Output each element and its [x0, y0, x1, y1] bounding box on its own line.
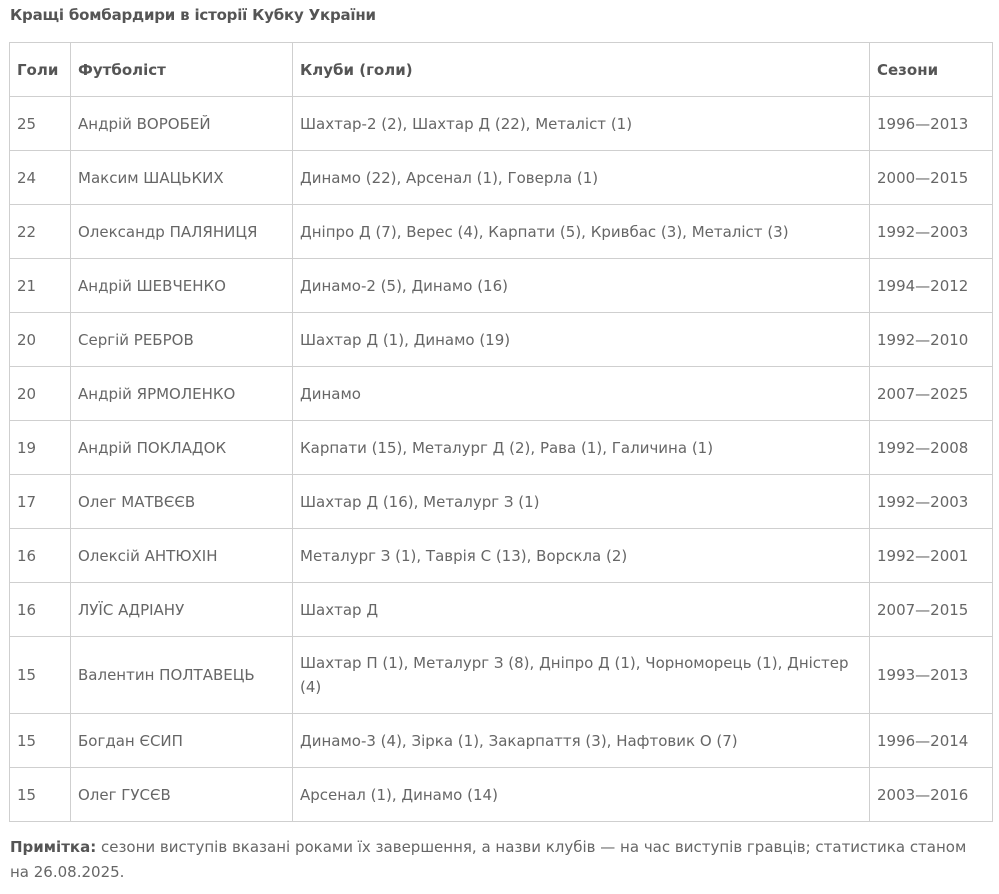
- cell-player: ЛУЇС АДРІАНУ: [71, 583, 293, 637]
- cell-seasons: 1996—2013: [870, 97, 993, 151]
- table-row: [10, 313, 993, 367]
- cell-clubs: Динамо: [293, 367, 870, 421]
- cell-player: Максим ШАЦЬКИХ: [71, 151, 293, 205]
- cell-goals: 17: [10, 475, 71, 529]
- cell-clubs: Шахтар Д (1), Динамо (19): [293, 313, 870, 367]
- cell-player: Олег МАТВЄЄВ: [71, 475, 293, 529]
- cell-seasons: 1992—2003: [870, 205, 993, 259]
- cell-clubs: Динамо-3 (4), Зірка (1), Закарпаття (3), Нафтовик О (7): [293, 714, 870, 768]
- cell-seasons: 2003—2016: [870, 768, 993, 822]
- cell-clubs: Дніпро Д (7), Верес (4), Карпати (5), Кривбас (3), Металіст (3): [293, 205, 870, 259]
- cell-clubs: Динамо-2 (5), Динамо (16): [293, 259, 870, 313]
- cell-clubs: Динамо (22), Арсенал (1), Говерла (1): [293, 151, 870, 205]
- table-row: [10, 205, 993, 259]
- table-row: [10, 714, 993, 768]
- cell-goals: 20: [10, 367, 71, 421]
- cell-player: Олег ГУСЄВ: [71, 768, 293, 822]
- cell-player: Валентин ПОЛТАВЕЦЬ: [71, 637, 293, 714]
- cell-clubs: Металург З (1), Таврія С (13), Ворскла (2): [293, 529, 870, 583]
- cell-goals: 25: [10, 97, 71, 151]
- cell-goals: 20: [10, 313, 71, 367]
- table-caption: Кращі бомбардири в історії Кубку України: [10, 6, 376, 24]
- cell-player: Андрій ЯРМОЛЕНКО: [71, 367, 293, 421]
- cell-goals: 21: [10, 259, 71, 313]
- table-footnote: [10, 835, 985, 885]
- table-row: [10, 367, 993, 421]
- table-row: [10, 97, 993, 151]
- cell-goals: 19: [10, 421, 71, 475]
- cell-goals: 16: [10, 529, 71, 583]
- cell-clubs: Шахтар Д (16), Металург З (1): [293, 475, 870, 529]
- table-row: [10, 475, 993, 529]
- header-player: Футболіст: [71, 43, 293, 97]
- cell-seasons: 1992—2003: [870, 475, 993, 529]
- cell-clubs: Карпати (15), Металург Д (2), Рава (1), Галичина (1): [293, 421, 870, 475]
- cell-player: Сергій РЕБРОВ: [71, 313, 293, 367]
- cell-clubs: Шахтар-2 (2), Шахтар Д (22), Металіст (1): [293, 97, 870, 151]
- cell-seasons: 2007—2025: [870, 367, 993, 421]
- table-row: [10, 768, 993, 822]
- cell-player: Андрій ШЕВЧЕНКО: [71, 259, 293, 313]
- cell-player: Андрій ПОКЛАДОК: [71, 421, 293, 475]
- cell-goals: 24: [10, 151, 71, 205]
- cell-goals: 15: [10, 768, 71, 822]
- cell-player: Олександр ПАЛЯНИЦЯ: [71, 205, 293, 259]
- cell-seasons: 1992—2008: [870, 421, 993, 475]
- cell-player: Андрій ВОРОБЕЙ: [71, 97, 293, 151]
- table-row: [10, 259, 993, 313]
- table-row: [10, 151, 993, 205]
- table-header-row: [10, 43, 993, 97]
- footnote-label: Примітка:: [10, 838, 97, 856]
- cell-goals: 22: [10, 205, 71, 259]
- header-clubs: Клуби (голи): [293, 43, 870, 97]
- cell-seasons: 1993—2013: [870, 637, 993, 714]
- cell-seasons: 1996—2014: [870, 714, 993, 768]
- header-seasons: Сезони: [870, 43, 993, 97]
- header-goals: Голи: [10, 43, 71, 97]
- top-scorers-table: [9, 42, 993, 822]
- table-row: [10, 637, 993, 714]
- table-row: [10, 529, 993, 583]
- cell-seasons: 2000—2015: [870, 151, 993, 205]
- cell-goals: 15: [10, 714, 71, 768]
- cell-seasons: 1994—2012: [870, 259, 993, 313]
- cell-player: Олексій АНТЮХІН: [71, 529, 293, 583]
- cell-clubs: Шахтар Д: [293, 583, 870, 637]
- cell-seasons: 2007—2015: [870, 583, 993, 637]
- cell-seasons: 1992—2001: [870, 529, 993, 583]
- table-row: [10, 583, 993, 637]
- cell-player: Богдан ЄСИП: [71, 714, 293, 768]
- footnote-text: сезони виступів вказані роками їх завершення, а назви клубів — на час виступів гравців; статистика станом на 26.08.2025.: [10, 838, 967, 881]
- cell-goals: 16: [10, 583, 71, 637]
- table-row: [10, 421, 993, 475]
- cell-clubs: Арсенал (1), Динамо (14): [293, 768, 870, 822]
- cell-goals: 15: [10, 637, 71, 714]
- cell-seasons: 1992—2010: [870, 313, 993, 367]
- cell-clubs: Шахтар П (1), Металург З (8), Дніпро Д (1), Чорноморець (1), Дністер (4): [293, 637, 870, 714]
